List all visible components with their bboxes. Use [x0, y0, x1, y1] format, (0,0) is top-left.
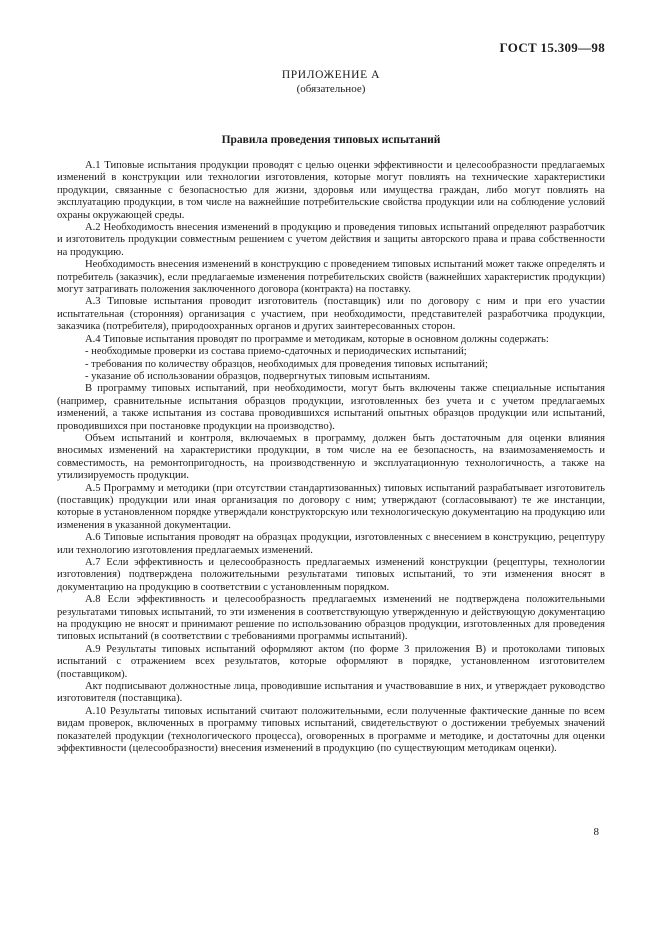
paragraph: - необходимые проверки из состава приемо-сдаточных и периодических испытаний; [85, 346, 467, 358]
paragraph: А.8 Если эффективность и целесообразность предлагаемых изменений не подтверждена положительными результатами типовых испытаний, то эти изменения в соответствующую утвержденную и действующую документацию на продукцию не вносят и принимают решение по использованию образцов продукции, изготовленных для проведения типовых испытаний (в соответствии с требованиями программы испытаний). [57, 594, 605, 643]
standard-number: ГОСТ 15.309—98 [499, 40, 605, 55]
paragraph: Объем испытаний и контроля, включаемых в программу, должен быть достаточным для оценки влияния вносимых изменений на характеристики продукции, в том числе на ее безопасность, на взаимозаменяемость и совместимость, на ремонтопригодность, на производственную и эксплуатационную технологичность, а также на утилизируемость продукции. [57, 432, 605, 482]
section-title: Правила проведения типовых испытаний [221, 134, 441, 146]
paragraph: А.9 Результаты типовых испытаний оформляют актом (по форме 3 приложения В) и протоколами типовых испытаний с отражением всех результатов, которые оформляют в порядке, установленном изготовителем (поставщиком). [57, 643, 605, 680]
paragraph: А.7 Если эффективность и целесообразность предлагаемых изменений конструкции (рецептуры, технологии изготовления) подтверждена положительными результатами типовых испытаний, то эти изменения вносят в документацию на продукцию в соответствии с установленным порядком. [57, 557, 605, 593]
paragraph: - указание об использовании образцов, подвергнутых типовым испытаниям. [85, 370, 431, 382]
paragraph: Необходимость внесения изменений в конструкцию с проведением типовых испытаний может также определять и потребитель (заказчик), если предлагаемые изменения потребительских свойств (важнейших характеристик продукции) могут затрагивать положения заключенного договора (контракта) на поставку. [57, 259, 605, 296]
paragraph: А.4 Типовые испытания проводят по программе и методикам, которые в основном должны содержать: [85, 333, 549, 345]
paragraph: А.6 Типовые испытания проводят на образцах продукции, изготовленных с внесением в конструкцию, рецептуру или технологию изготовления предлагаемых изменений. [57, 532, 605, 556]
appendix-label: ПРИЛОЖЕНИЕ А [281, 69, 381, 81]
paragraph: А.5 Программу и методики (при отсутствии стандартизованных) типовых испытаний разрабатывает изготовитель (поставщик) продукции или иная организация по договору с ним; утверждают (согласовывают) те же инстанции, которые в установленном порядке утверждали конструкторскую или технологическую документацию на продукцию или изменения в указанной документации. [57, 482, 605, 531]
paragraph: В программу типовых испытаний, при необходимости, могут быть включены также специальные испытания (например, сравнительные испытания образцов продукции, изготовленных без учета и с учетом предлагаемых изменений, а также испытания из состава проводившихся испытаний опытных образцов продукции или испытаний, проводившихся при постановке продукции на производство). [57, 383, 605, 432]
appendix-sublabel: (обязательное) [296, 83, 366, 95]
body-text [57, 160, 605, 756]
paragraph: А.1 Типовые испытания продукции проводят с целью оценки эффективности и целесообразности предлагаемых изменений в конструкции или технологии изготовления, которые могут повлиять на технические характеристики продукции, связанные с безопасностью для жизни, здоровья или имущества граждан, либо могут повлиять на эксплуатацию продукции, в том числе на важнейшие потребительские свойства продукции или на соблюдение условий охраны окружающей среды. [57, 160, 605, 221]
page-number: 8 [593, 826, 599, 838]
paragraph: А.2 Необходимость внесения изменений в продукцию и проведения типовых испытаний определяют разработчик и изготовитель продукции совместным решением с учетом действия и защиты авторского права и права собственности на продукцию. [57, 222, 605, 258]
paragraph: А.10 Результаты типовых испытаний считают положительными, если полученные фактические данные по всем видам проверок, включенных в программу типовых испытаний, свидетельствуют о достижении требуемых значений показателей продукции (технологического процесса), оговоренных в программе и методике, и достаточны для оценки эффективности (целесообразности) внесения изменений в продукцию (по существующим методикам оценки). [57, 705, 605, 755]
paragraph: А.3 Типовые испытания проводит изготовитель (поставщик) или по договору с ним и при его участии испытательная (сторонняя) организация с участием, при необходимости, представителей разработчика продукции, заказчика (потребителя), природоохранных органов и других заинтересованных сторон. [57, 296, 605, 333]
paragraph: Акт подписывают должностные лица, проводившие испытания и участвовавшие в них, и утверждает руководство изготовителя (поставщика). [57, 681, 605, 705]
paragraph: - требования по количеству образцов, необходимых для проведения типовых испытаний; [85, 358, 488, 370]
